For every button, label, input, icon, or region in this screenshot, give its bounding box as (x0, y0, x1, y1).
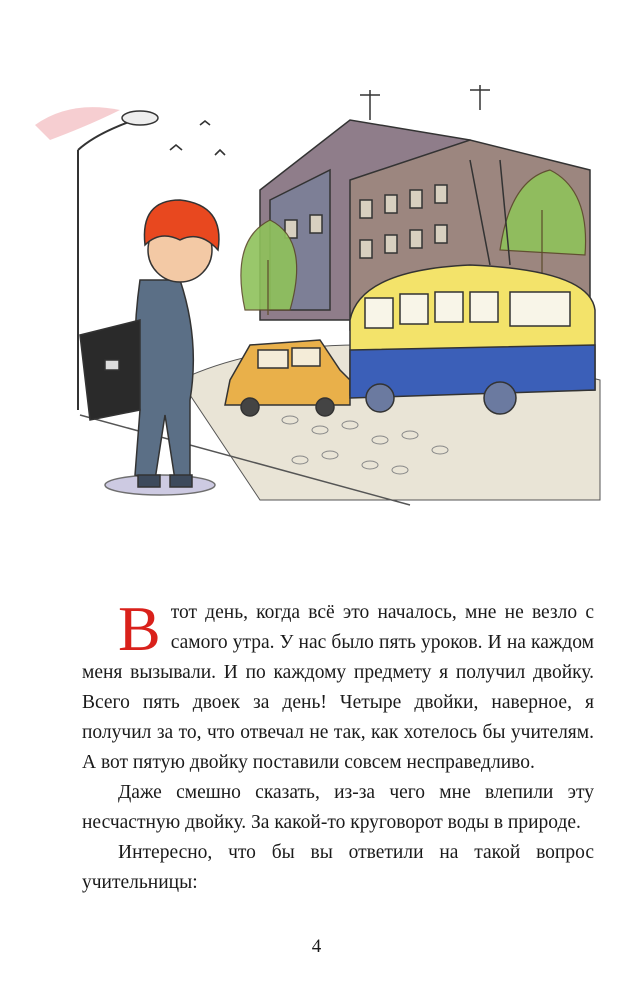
page-number: 4 (311, 936, 322, 957)
dropcap-letter: В (118, 593, 161, 664)
book-illustration (30, 80, 610, 520)
third-paragraph: Интересно, что бы вы ответили на такой вопрос учительницы: (82, 842, 594, 893)
first-paragraph (82, 593, 594, 778)
sky-wash (35, 107, 120, 140)
second-paragraph: Даже смешно сказать, из-за чего мне влепили эту несчастную двойку. За какой-то круговорот воды в природе. (82, 782, 594, 833)
story-text (82, 593, 594, 898)
boy-figure (80, 200, 219, 495)
birds-icon (170, 121, 225, 155)
first-paragraph-text: тот день, когда всё это началось, мне не везло с самого утра. У нас было пять уроков. И на каждом меня вызывали. И по каждому предмету я получил двойку. Всего пять двоек за день! Четыре двойки, наверное, я получил за то, что отвечал не так, как хотелось бы учителям. А вот пятую двойку поставили совсем несправедливо. (82, 602, 594, 773)
